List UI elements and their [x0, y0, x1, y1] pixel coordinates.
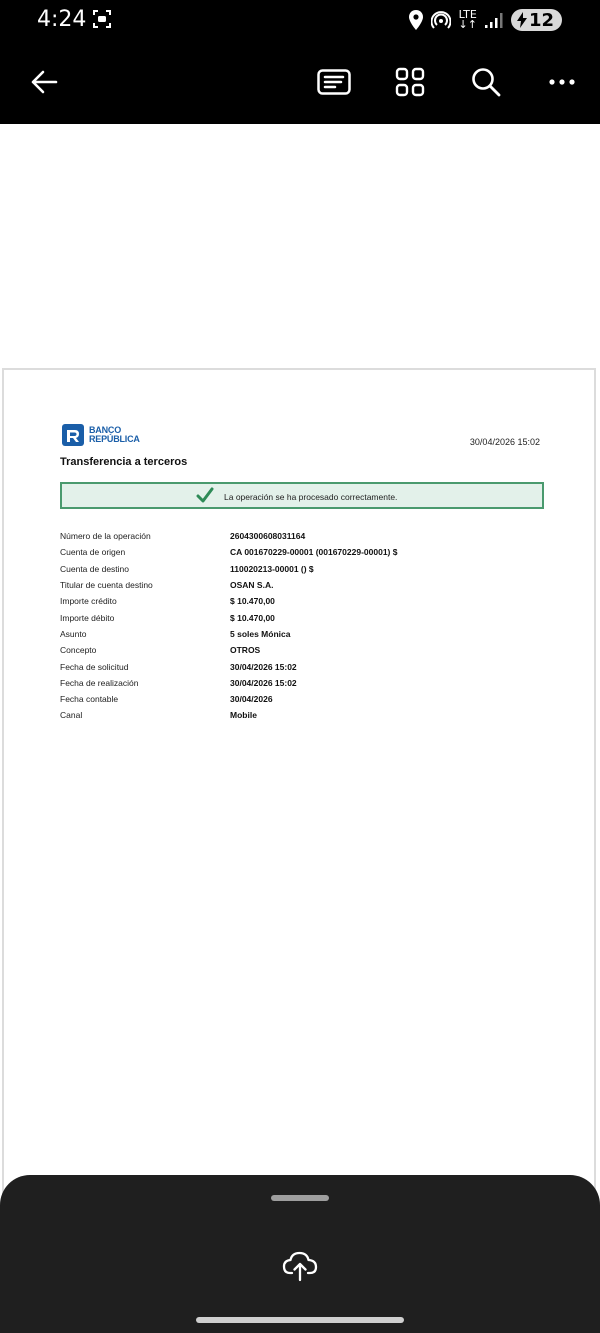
- detail-label: Asunto: [60, 628, 87, 639]
- detail-value: OSAN S.A.: [230, 580, 274, 591]
- detail-label: Canal: [60, 710, 83, 721]
- bank-logo-text: [89, 426, 140, 444]
- detail-label: Titular de cuenta destino: [60, 580, 153, 591]
- detail-label: Fecha de solicitud: [60, 661, 129, 672]
- checkmark-icon: [196, 487, 214, 504]
- gesture-nav-bar[interactable]: [196, 1317, 404, 1323]
- sheet-drag-handle[interactable]: [271, 1195, 329, 1201]
- location-icon: [409, 10, 423, 30]
- detail-value: 30/04/2026 15:02: [230, 677, 297, 688]
- document-viewer[interactable]: [0, 124, 600, 1180]
- grid-view-button[interactable]: [390, 62, 430, 102]
- detail-row: [60, 626, 540, 642]
- detail-label: Cuenta de origen: [60, 547, 126, 558]
- upload-button[interactable]: [282, 1249, 318, 1283]
- transaction-details: [60, 528, 540, 724]
- screen-record-icon: [92, 9, 112, 29]
- detail-row: [60, 691, 540, 707]
- battery-level: 12: [528, 9, 554, 31]
- detail-label: Fecha de realización: [60, 677, 139, 688]
- grid-icon: [395, 67, 425, 97]
- detail-row: [60, 561, 540, 577]
- battery-badge: [511, 9, 562, 31]
- detail-value: CA 001670229-00001 (001670229-00001) $: [230, 547, 398, 558]
- success-banner: [60, 482, 544, 509]
- detail-value: $ 10.470,00: [230, 612, 275, 623]
- detail-row: [60, 528, 540, 544]
- signal-icon: [485, 12, 503, 28]
- search-icon: [471, 67, 501, 97]
- detail-value: 30/04/2026 15:02: [230, 661, 297, 672]
- detail-label: Importe débito: [60, 612, 115, 623]
- success-message: La operación se ha procesado correctamente.: [224, 492, 398, 502]
- hotspot-icon: [431, 10, 451, 30]
- notes-button[interactable]: [314, 62, 354, 102]
- bank-logo-icon: [62, 424, 84, 446]
- cloud-upload-icon: [282, 1249, 318, 1283]
- detail-value: OTROS: [230, 645, 261, 656]
- detail-value: 30/04/2026: [230, 694, 273, 705]
- more-options-button[interactable]: [542, 62, 582, 102]
- detail-row: [60, 544, 540, 560]
- detail-label: Concepto: [60, 645, 97, 656]
- detail-label: Cuenta de destino: [60, 563, 129, 574]
- status-bar: [0, 0, 600, 40]
- detail-row: [60, 658, 540, 674]
- detail-label: Importe crédito: [60, 596, 117, 607]
- charging-icon: [517, 12, 527, 28]
- detail-label: Número de la operación: [60, 531, 151, 542]
- detail-value: 5 soles Mónica: [230, 628, 291, 639]
- detail-row: [60, 577, 540, 593]
- search-button[interactable]: [466, 62, 506, 102]
- app-toolbar: [0, 40, 600, 124]
- status-time: 4:24: [37, 7, 87, 32]
- detail-row: [60, 593, 540, 609]
- detail-label: Fecha contable: [60, 694, 119, 705]
- status-icons: [409, 8, 563, 32]
- detail-row: [60, 609, 540, 625]
- logo-line2: REPÚBLICA: [89, 434, 140, 444]
- detail-value: 2604300608031164: [230, 531, 306, 542]
- back-arrow-icon: [30, 70, 58, 94]
- network-type: LTE ↓↑: [458, 8, 477, 31]
- detail-value: 110020213-00001 () $: [230, 563, 314, 574]
- more-icon: [549, 79, 575, 85]
- back-button[interactable]: [24, 62, 64, 102]
- network-label: LTE: [458, 8, 477, 21]
- notes-icon: [317, 69, 351, 95]
- detail-row: [60, 642, 540, 658]
- document-title: Transferencia a terceros: [60, 456, 188, 468]
- detail-value: $ 10.470,00: [230, 596, 275, 607]
- document-page: [2, 368, 596, 1210]
- document-date: 30/04/2026 15:02: [469, 437, 540, 447]
- detail-row: [60, 707, 540, 723]
- detail-value: Mobile: [230, 710, 257, 721]
- logo-line1: BANCO: [89, 425, 121, 435]
- bottom-sheet: [0, 1175, 600, 1333]
- detail-row: [60, 675, 540, 691]
- bank-logo: [62, 424, 140, 446]
